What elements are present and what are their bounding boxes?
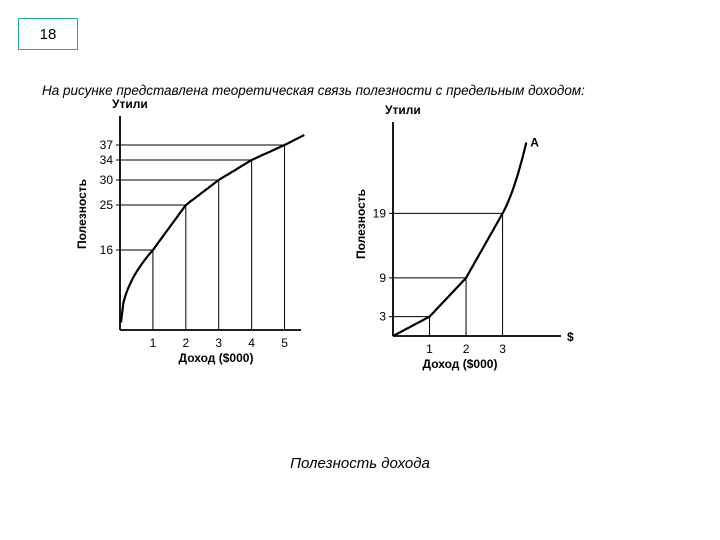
chart-left bbox=[75, 97, 304, 365]
x-tick-label: 5 bbox=[281, 336, 288, 350]
utility-curve bbox=[121, 135, 304, 323]
x-tick-label: 3 bbox=[215, 336, 223, 350]
curve-label: A bbox=[530, 135, 539, 150]
figure-caption: Полезность дохода bbox=[290, 455, 430, 472]
y-tick-label: 37 bbox=[99, 138, 113, 152]
y-axis-label: Полезность bbox=[75, 178, 89, 250]
y-axis-label: Полезность bbox=[354, 188, 368, 260]
x-axis-label: Доход ($000) bbox=[422, 357, 498, 371]
x-tick-label: 3 bbox=[499, 342, 506, 356]
y-axis-unit: Утили bbox=[112, 97, 148, 111]
y-tick-label: 9 bbox=[379, 270, 386, 285]
x-tick-label: 4 bbox=[248, 336, 255, 350]
y-axis-unit: Утили bbox=[385, 103, 421, 117]
utility-curve bbox=[393, 143, 526, 337]
x-tick-label: 2 bbox=[462, 342, 470, 356]
y-tick-label: 19 bbox=[372, 206, 386, 221]
slide-number: 18 bbox=[39, 25, 57, 43]
x-tick-label: 1 bbox=[149, 336, 157, 350]
intro-text: На рисунке представлена теоретическая связь полезности с предельным доходом: bbox=[42, 83, 585, 98]
x-axis-label: Доход ($000) bbox=[178, 351, 254, 365]
x-tick-label: 2 bbox=[182, 336, 190, 350]
y-tick-label: 16 bbox=[99, 243, 113, 257]
y-tick-label: 34 bbox=[99, 153, 113, 167]
y-tick-label: 25 bbox=[99, 198, 113, 212]
y-tick-label: 30 bbox=[99, 173, 113, 187]
chart-right bbox=[354, 103, 574, 371]
y-tick-label: 3 bbox=[379, 309, 386, 324]
x-axis-unit: $ bbox=[567, 330, 574, 344]
x-tick-label: 1 bbox=[426, 342, 433, 356]
